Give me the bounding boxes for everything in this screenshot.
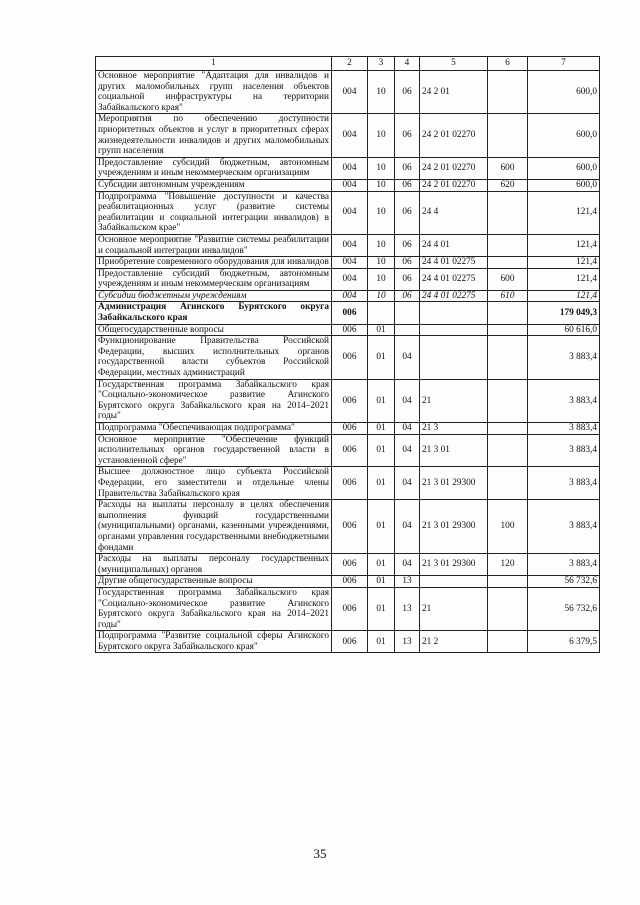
cell-section-code xyxy=(368,302,395,324)
cell-name: Другие общегосударственные вопросы xyxy=(96,576,332,588)
table-row xyxy=(96,434,600,467)
table-row xyxy=(96,268,600,290)
cell-target-article: 21 xyxy=(420,379,488,422)
cell-expense-type xyxy=(488,114,528,157)
cell-amount: 56 732,6 xyxy=(528,576,600,588)
table-row xyxy=(96,71,600,114)
cell-name: Подпрограмма "Обеспечивающая подпрограмма" xyxy=(96,423,332,435)
column-header: 5 xyxy=(420,57,488,71)
cell-expense-type: 100 xyxy=(488,500,528,554)
page-number: 35 xyxy=(313,846,327,861)
cell-section-code: 10 xyxy=(368,179,395,191)
cell-expense-type: 120 xyxy=(488,554,528,576)
cell-section-code: 01 xyxy=(368,434,395,467)
cell-amount: 600,0 xyxy=(528,157,600,179)
cell-amount: 3 883,4 xyxy=(528,467,600,500)
cell-ministry-code: 006 xyxy=(332,379,368,422)
cell-ministry-code: 004 xyxy=(332,114,368,157)
cell-name: Предоставление субсидий бюджетным, автономным учреждениям и иным некоммерческим организациям xyxy=(96,268,332,290)
cell-expense-type: 620 xyxy=(488,179,528,191)
cell-section-code: 01 xyxy=(368,423,395,435)
cell-section-code: 10 xyxy=(368,157,395,179)
cell-subsection-code: 06 xyxy=(395,290,420,302)
cell-ministry-code: 006 xyxy=(332,576,368,588)
cell-ministry-code: 006 xyxy=(332,631,368,653)
cell-expense-type xyxy=(488,234,528,256)
cell-name: Основное мероприятие "Развитие системы реабилитации и социальной интеграции инвалидов" xyxy=(96,234,332,256)
cell-target-article: 24 4 01 02275 xyxy=(420,257,488,269)
column-header: 7 xyxy=(528,57,600,71)
cell-amount: 600,0 xyxy=(528,71,600,114)
cell-section-code: 10 xyxy=(368,71,395,114)
cell-name: Основное мероприятие "Обеспечение функций исполнительных органов государственной власти в установленной сфере" xyxy=(96,434,332,467)
cell-target-article: 21 3 xyxy=(420,423,488,435)
table-row xyxy=(96,179,600,191)
cell-subsection-code: 13 xyxy=(395,631,420,653)
cell-subsection-code: 04 xyxy=(395,500,420,554)
column-header: 6 xyxy=(488,57,528,71)
cell-target-article: 21 3 01 29300 xyxy=(420,500,488,554)
cell-target-article: 24 4 xyxy=(420,191,488,234)
cell-amount: 600,0 xyxy=(528,114,600,157)
cell-section-code: 01 xyxy=(368,467,395,500)
table-row xyxy=(96,587,600,630)
cell-target-article: 24 4 01 02275 xyxy=(420,290,488,302)
cell-name: Основное мероприятие "Адаптация для инвалидов и других маломобильных групп населения объектов социальной инфраструктуры на территории Забайкальского края" xyxy=(96,71,332,114)
cell-section-code: 01 xyxy=(368,379,395,422)
cell-subsection-code: 04 xyxy=(395,423,420,435)
cell-amount: 600,0 xyxy=(528,179,600,191)
cell-section-code: 10 xyxy=(368,234,395,256)
cell-name: Мероприятия по обеспечению доступности приоритетных объектов и услуг в приоритетных сферах жизнедеятельности инвалидов и других маломобильных групп населения xyxy=(96,114,332,157)
cell-expense-type xyxy=(488,302,528,324)
cell-target-article: 24 4 01 xyxy=(420,234,488,256)
table-header-row xyxy=(96,57,600,71)
cell-target-article: 24 2 01 02270 xyxy=(420,179,488,191)
table-row xyxy=(96,576,600,588)
cell-subsection-code: 06 xyxy=(395,268,420,290)
cell-name: Государственная программа Забайкальского края "Социально-экономическое развитие Агинского Бурятского округа Забайкальского края на 2014–2021 годы" xyxy=(96,587,332,630)
table-row xyxy=(96,290,600,302)
cell-target-article: 24 4 01 02275 xyxy=(420,268,488,290)
table-body xyxy=(96,71,600,653)
cell-subsection-code: 06 xyxy=(395,191,420,234)
cell-target-article: 21 3 01 29300 xyxy=(420,467,488,500)
cell-ministry-code: 004 xyxy=(332,290,368,302)
cell-section-code: 10 xyxy=(368,268,395,290)
cell-ministry-code: 006 xyxy=(332,336,368,379)
cell-expense-type xyxy=(488,423,528,435)
cell-target-article xyxy=(420,576,488,588)
cell-name: Субсидии автономным учреждениям xyxy=(96,179,332,191)
table-row xyxy=(96,423,600,435)
cell-section-code: 01 xyxy=(368,576,395,588)
table-row xyxy=(96,631,600,653)
cell-name: Подпрограмма "Развитие социальной сферы Агинского Бурятского округа Забайкальского края" xyxy=(96,631,332,653)
cell-subsection-code: 04 xyxy=(395,379,420,422)
cell-ministry-code: 006 xyxy=(332,324,368,336)
cell-subsection-code: 06 xyxy=(395,71,420,114)
cell-subsection-code: 06 xyxy=(395,157,420,179)
cell-section-code: 10 xyxy=(368,290,395,302)
cell-ministry-code: 004 xyxy=(332,234,368,256)
table-row xyxy=(96,324,600,336)
cell-ministry-code: 006 xyxy=(332,434,368,467)
table-row xyxy=(96,554,600,576)
column-header: 4 xyxy=(395,57,420,71)
table-row xyxy=(96,234,600,256)
cell-subsection-code xyxy=(395,324,420,336)
cell-target-article: 21 2 xyxy=(420,631,488,653)
cell-name: Высшее должностное лицо субъекта Российской Федерации, его заместители и отдельные члены Правительства Забайкальского края xyxy=(96,467,332,500)
cell-target-article xyxy=(420,302,488,324)
cell-expense-type xyxy=(488,191,528,234)
cell-amount: 121,4 xyxy=(528,257,600,269)
cell-ministry-code: 006 xyxy=(332,587,368,630)
cell-expense-type xyxy=(488,467,528,500)
cell-ministry-code: 006 xyxy=(332,500,368,554)
cell-amount: 56 732,6 xyxy=(528,587,600,630)
cell-ministry-code: 004 xyxy=(332,257,368,269)
table-row xyxy=(96,257,600,269)
cell-section-code: 01 xyxy=(368,587,395,630)
cell-ministry-code: 004 xyxy=(332,268,368,290)
cell-name: Администрация Агинского Бурятского округа Забайкальского края xyxy=(96,302,332,324)
cell-subsection-code: 06 xyxy=(395,179,420,191)
cell-section-code: 10 xyxy=(368,257,395,269)
cell-subsection-code xyxy=(395,302,420,324)
cell-amount: 121,4 xyxy=(528,191,600,234)
cell-amount: 3 883,4 xyxy=(528,379,600,422)
cell-expense-type: 600 xyxy=(488,268,528,290)
cell-name: Функционирование Правительства Российской Федерации, высших исполнительных органов государственной власти субъектов Российской Федерации, местных администраций xyxy=(96,336,332,379)
budget-table xyxy=(95,56,600,653)
cell-amount: 3 883,4 xyxy=(528,423,600,435)
cell-subsection-code: 06 xyxy=(395,234,420,256)
cell-name: Субсидии бюджетным учреждениям xyxy=(96,290,332,302)
table-row xyxy=(96,191,600,234)
table-row xyxy=(96,500,600,554)
cell-expense-type xyxy=(488,379,528,422)
cell-subsection-code: 13 xyxy=(395,587,420,630)
cell-target-article: 24 2 01 xyxy=(420,71,488,114)
column-header: 2 xyxy=(332,57,368,71)
cell-name: Подпрограмма "Повышение доступности и качества реабилитационных услуг (развитие системы реабилитации и социальной интеграции инвалидов) в Забайкальском крае" xyxy=(96,191,332,234)
cell-section-code: 01 xyxy=(368,500,395,554)
cell-target-article: 24 2 01 02270 xyxy=(420,114,488,157)
cell-expense-type xyxy=(488,71,528,114)
cell-name: Расходы на выплаты персоналу в целях обеспечения выполнения функций государственными (муниципальными) органами, казенными учреждениями, органами управления государственными внебюджетными фондами xyxy=(96,500,332,554)
cell-ministry-code: 006 xyxy=(332,467,368,500)
column-header: 3 xyxy=(368,57,395,71)
cell-section-code: 01 xyxy=(368,324,395,336)
cell-amount: 121,4 xyxy=(528,234,600,256)
cell-amount: 3 883,4 xyxy=(528,554,600,576)
cell-section-code: 01 xyxy=(368,554,395,576)
cell-name: Общегосударственные вопросы xyxy=(96,324,332,336)
cell-ministry-code: 006 xyxy=(332,423,368,435)
cell-subsection-code: 04 xyxy=(395,336,420,379)
cell-section-code: 01 xyxy=(368,631,395,653)
cell-amount: 3 883,4 xyxy=(528,434,600,467)
cell-ministry-code: 004 xyxy=(332,71,368,114)
table-row xyxy=(96,336,600,379)
cell-subsection-code: 04 xyxy=(395,554,420,576)
cell-subsection-code: 04 xyxy=(395,467,420,500)
cell-expense-type xyxy=(488,257,528,269)
cell-section-code: 10 xyxy=(368,191,395,234)
cell-amount: 6 379,5 xyxy=(528,631,600,653)
cell-target-article: 21 3 01 xyxy=(420,434,488,467)
cell-amount: 60 616,0 xyxy=(528,324,600,336)
cell-target-article xyxy=(420,324,488,336)
cell-expense-type xyxy=(488,587,528,630)
cell-amount: 3 883,4 xyxy=(528,336,600,379)
table-row xyxy=(96,157,600,179)
cell-subsection-code: 13 xyxy=(395,576,420,588)
cell-subsection-code: 06 xyxy=(395,257,420,269)
cell-expense-type xyxy=(488,336,528,379)
cell-ministry-code: 004 xyxy=(332,157,368,179)
cell-target-article: 21 3 01 29300 xyxy=(420,554,488,576)
cell-expense-type: 610 xyxy=(488,290,528,302)
table-row xyxy=(96,379,600,422)
cell-amount: 121,4 xyxy=(528,290,600,302)
cell-name: Приобретение современного оборудования для инвалидов xyxy=(96,257,332,269)
cell-amount: 121,4 xyxy=(528,268,600,290)
cell-ministry-code: 006 xyxy=(332,554,368,576)
cell-name: Предоставление субсидий бюджетным, автономным учреждениям и иным некоммерческим организациям xyxy=(96,157,332,179)
cell-expense-type xyxy=(488,434,528,467)
cell-section-code: 10 xyxy=(368,114,395,157)
column-header: 1 xyxy=(96,57,332,71)
cell-target-article: 24 2 01 02270 xyxy=(420,157,488,179)
cell-ministry-code: 004 xyxy=(332,179,368,191)
cell-section-code: 01 xyxy=(368,336,395,379)
cell-expense-type xyxy=(488,324,528,336)
cell-name: Расходы на выплаты персоналу государственных (муниципальных) органов xyxy=(96,554,332,576)
cell-ministry-code: 006 xyxy=(332,302,368,324)
cell-name: Государственная программа Забайкальского края "Социально-экономическое развитие Агинского Бурятского округа Забайкальского края на 2014–2021 годы" xyxy=(96,379,332,422)
cell-subsection-code: 04 xyxy=(395,434,420,467)
table-row xyxy=(96,302,600,324)
cell-ministry-code: 004 xyxy=(332,191,368,234)
cell-expense-type xyxy=(488,631,528,653)
cell-target-article: 21 xyxy=(420,587,488,630)
cell-subsection-code: 06 xyxy=(395,114,420,157)
cell-expense-type: 600 xyxy=(488,157,528,179)
cell-expense-type xyxy=(488,576,528,588)
table-row xyxy=(96,114,600,157)
cell-amount: 179 049,3 xyxy=(528,302,600,324)
cell-amount: 3 883,4 xyxy=(528,500,600,554)
table-row xyxy=(96,467,600,500)
cell-target-article xyxy=(420,336,488,379)
